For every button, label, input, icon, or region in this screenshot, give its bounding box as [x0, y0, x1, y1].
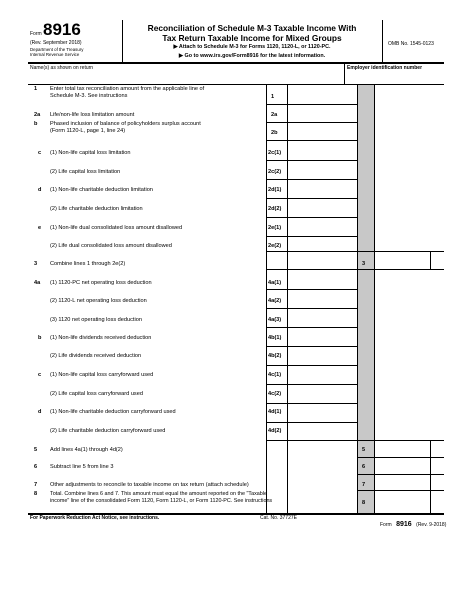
line-4b1-amount[interactable]: [288, 328, 356, 345]
line-1-text: Enter total tax reconciliation amount from the applicable line of: [50, 86, 205, 92]
line-2e2-amount[interactable]: [288, 237, 356, 251]
line-6-text: Subtract line 5 from line 3: [50, 464, 114, 470]
ein-label: Employer identification number: [347, 65, 423, 71]
line-2e1-box-label: 2e(1): [268, 225, 282, 231]
form-number: 8916: [43, 20, 81, 39]
omb-number: OMB No. 1545-0123: [388, 41, 434, 47]
line-5-amount[interactable]: [375, 441, 429, 456]
line-5-number: 5: [34, 447, 38, 453]
line-6-amount[interactable]: [375, 458, 429, 473]
line-5-box-label: 5: [362, 447, 366, 453]
line-2c1-text: (1) Non-life capital loss limitation: [50, 150, 131, 156]
line-1-number: 1: [34, 86, 38, 92]
line-2d2-text: (2) Life charitable deduction limitation: [50, 206, 143, 212]
line-4d1-text: (1) Non-life charitable deduction carryforward used: [50, 409, 176, 415]
line-4c1-box-label: 4c(1): [268, 372, 282, 378]
line-4b1-text: (1) Non-life dividends received deduction: [50, 335, 152, 341]
line-1-text2: Schedule M-3. See instructions: [50, 93, 128, 99]
line-2d-number: d: [38, 187, 42, 193]
line-4c2-text: (2) Life capital loss carryforward used: [50, 391, 143, 397]
dept-label: Department of the Treasury: [30, 47, 84, 52]
line-2b-amount[interactable]: [288, 123, 356, 139]
line-2b-number: b: [34, 121, 38, 127]
line-4a1-amount[interactable]: [288, 270, 356, 288]
line-7-amount[interactable]: [375, 475, 429, 489]
line-4d2-amount[interactable]: [288, 423, 356, 439]
line-4d2-box-label: 4d(2): [268, 428, 282, 434]
line-2b-text: Phased inclusion of balance of policyholders surplus account: [50, 121, 201, 127]
line-2b-text2: (Form 1120-L, page 1, line 24): [50, 128, 126, 134]
line-2d1-amount[interactable]: [288, 180, 356, 197]
line-8-box-label: 8: [362, 500, 366, 506]
line-3-box-label: 3: [362, 261, 366, 267]
line-4b-number: b: [38, 335, 42, 341]
line-2a-number: 2a: [34, 112, 41, 118]
line-2d2-amount[interactable]: [288, 199, 356, 216]
line-4d1-box-label: 4d(1): [268, 409, 282, 415]
line-1-box-label: 1: [271, 94, 275, 100]
line-7-text: Other adjustments to reconcile to taxable income on tax return (attach schedule): [50, 482, 249, 488]
line-2d1-box-label: 2d(1): [268, 187, 282, 193]
line-2e-number: e: [38, 225, 42, 231]
line-4a3-box-label: 4a(3): [268, 317, 282, 323]
line-2d1-text: (1) Non-life charitable deduction limitation: [50, 187, 153, 193]
line-2a-amount[interactable]: [288, 105, 356, 121]
line-4b2-text: (2) Life dividends received deduction: [50, 353, 142, 359]
cat-number: Cat. No. 37727E: [260, 515, 297, 521]
form-word: Form: [30, 31, 42, 37]
form-title-line2: Tax Return Taxable Income for Mixed Groups: [162, 33, 342, 43]
ein-field[interactable]: [346, 72, 442, 83]
line-4d-number: d: [38, 409, 42, 415]
line-8-text: Total. Combine lines 6 and 7. This amount must equal the amount reported on the "Taxable: [50, 491, 267, 497]
line-5-text: Add lines 4a(1) through 4d(2): [50, 447, 123, 453]
line-2e1-text: (1) Non-life dual consolidated loss amount disallowed: [50, 225, 183, 231]
line-4d1-amount[interactable]: [288, 404, 356, 421]
line-2d2-box-label: 2d(2): [268, 206, 282, 212]
line-4c1-amount[interactable]: [288, 366, 356, 383]
line-4a2-box-label: 4a(2): [268, 298, 282, 304]
name-field[interactable]: [30, 72, 342, 83]
footer-form-id: [380, 513, 446, 531]
line-2e2-text: (2) Life dual consolidated loss amount disallowed: [50, 243, 172, 249]
line-4c2-box-label: 4c(2): [268, 391, 282, 397]
line-4c-number: c: [38, 372, 42, 378]
line-7-number: 7: [34, 482, 38, 488]
line-3-number: 3: [34, 261, 38, 267]
line-8-amount[interactable]: [375, 491, 429, 512]
line-4b2-box-label: 4b(2): [268, 353, 282, 359]
line-4c1-text: (1) Non-life capital loss carryforward used: [50, 372, 154, 378]
line-3-amount[interactable]: [375, 252, 429, 268]
line-4a2-text: (2) 1120-L net operating loss deduction: [50, 298, 147, 304]
irs-label: Internal Revenue Service: [30, 52, 80, 57]
line-2a-text: Life/non-life loss limitation amount: [50, 112, 135, 118]
line-2b-box-label: 2b: [271, 130, 278, 136]
footer-rev: (Rev. 9-2018): [416, 522, 447, 528]
line-4a3-text: (3) 1120 net operating loss deduction: [50, 317, 142, 323]
line-4a2-amount[interactable]: [288, 290, 356, 307]
line-4d2-text: (2) Life charitable deduction carryforward used: [50, 428, 166, 434]
line-2c1-box-label: 2c(1): [268, 150, 282, 156]
footer-form-number: 8916: [396, 521, 412, 528]
attach-instruction: ▶ Attach to Schedule M-3 for Forms 1120, 1120-L, or 1120-PC.: [173, 44, 331, 50]
line-2c-number: c: [38, 150, 42, 156]
line-2e1-amount[interactable]: [288, 218, 356, 235]
line-4b2-amount[interactable]: [288, 347, 356, 364]
line-2e2-box-label: 2e(2): [268, 243, 282, 249]
line-4b1-box-label: 4b(1): [268, 335, 282, 341]
line-8-text2: income" line of the consolidated Form 1120, Form 1120-L, or Form 1120-PC. See instructions: [50, 498, 273, 504]
line-2c2-box-label: 2c(2): [268, 169, 282, 175]
paperwork-notice: For Paperwork Reduction Act Notice, see instructions.: [30, 515, 160, 521]
name-label: Name(s) as shown on return: [30, 65, 94, 71]
rev-date: (Rev. September 2018): [30, 40, 82, 46]
line-2c1-amount[interactable]: [288, 141, 356, 159]
line-7-box-label: 7: [362, 482, 366, 488]
line-4a3-amount[interactable]: [288, 309, 356, 326]
line-6-box-label: 6: [362, 464, 366, 470]
footer-form-word: Form: [380, 522, 392, 528]
line-4a1-text: (1) 1120-PC net operating loss deduction: [50, 280, 152, 286]
form-title-line1: Reconciliation of Schedule M-3 Taxable Income With: [147, 23, 357, 33]
line-4a-number: 4a: [34, 280, 41, 286]
goto-instruction: ▶ Go to www.irs.gov/Form8916 for the latest information.: [178, 53, 326, 59]
line-1-amount[interactable]: [288, 86, 356, 103]
line-2c2-text: (2) Life capital loss limitation: [50, 169, 121, 175]
line-2c2-amount[interactable]: [288, 161, 356, 178]
line-8-number: 8: [34, 491, 38, 497]
line-2a-box-label: 2a: [271, 112, 278, 118]
line-3-text: Combine lines 1 through 2e(2): [50, 261, 126, 267]
line-4a1-box-label: 4a(1): [268, 280, 282, 286]
line-6-number: 6: [34, 464, 38, 470]
line-4c2-amount[interactable]: [288, 385, 356, 402]
